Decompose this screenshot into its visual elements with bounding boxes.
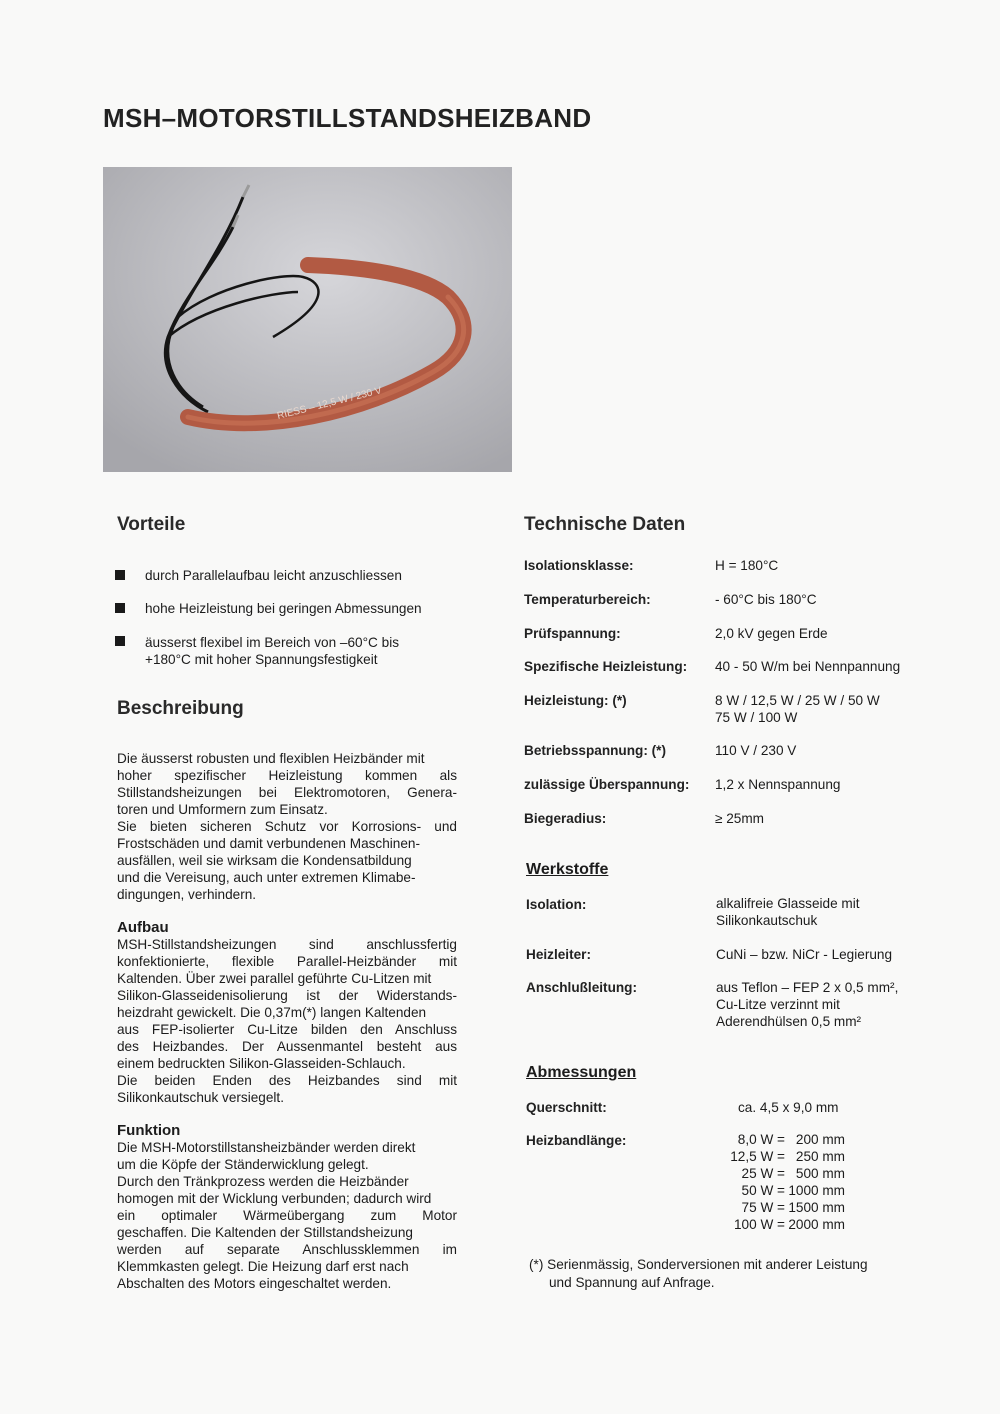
text-line: MSH-Stillstandsheizungen sind anschlussfertig <box>117 937 457 952</box>
length-row <box>705 1165 845 1182</box>
length-watt: 50 W = <box>741 1183 785 1198</box>
length-mm: 200 mm <box>795 1132 845 1147</box>
text-line: um die Köpfe der Ständerwicklung gelegt. <box>117 1157 369 1172</box>
werkstoffe-heading: Werkstoffe <box>526 861 609 878</box>
text-line: Sie bieten sicheren Schutz vor Korrosions- und <box>117 819 457 834</box>
bullet-icon <box>115 570 125 580</box>
band-print-text: RIESS – 12,5 W / 230 V <box>276 385 383 422</box>
text-line: Klemmkasten gelegt. Die Heizung darf erst nach <box>117 1259 409 1274</box>
length-mm: 250 mm <box>795 1149 845 1164</box>
spec-value: 8 W / 12,5 W / 25 W / 50 W <box>715 693 880 708</box>
text-line: und die Vereisung, auch unter extremen Klimabe- <box>117 870 416 885</box>
length-row <box>705 1131 845 1148</box>
material-value: Aderendhülsen 0,5 mm² <box>716 1014 862 1029</box>
spec-label: Isolationsklasse: <box>524 558 634 573</box>
length-mm: 500 mm <box>795 1166 845 1181</box>
material-label: Isolation: <box>526 897 587 912</box>
text-line: heizdraht gewickelt. Die 0,37m(*) langen Kaltenden <box>117 1005 427 1020</box>
text-line: Die beiden Enden des Heizbandes sind mit <box>117 1073 457 1088</box>
vorteile-item: durch Parallelaufbau leicht anzuschliessen <box>145 568 402 583</box>
spec-label: Biegeradius: <box>524 811 607 826</box>
length-watt: 25 W = <box>741 1166 785 1181</box>
text-line: aus FEP-isolierter Cu-Litze bilden den Anschluss <box>117 1022 457 1037</box>
text-line: Silikon-Glasseidenisolierung ist der Widerstands- <box>117 988 457 1003</box>
spec-value: 2,0 kV gegen Erde <box>715 626 828 641</box>
text-line: einem bedruckten Silikon-Glasseiden-Schlauch. <box>117 1056 406 1071</box>
length-table <box>705 1131 845 1233</box>
footnote: (*) Serienmässig, Sonderversionen mit anderer Leistung <box>529 1257 868 1272</box>
technische-daten-heading: Technische Daten <box>524 514 686 535</box>
length-watt: 75 W = <box>741 1200 785 1215</box>
text-line: ein optimaler Wärmeübergang zum Motor <box>117 1208 457 1223</box>
product-photo <box>103 167 512 472</box>
length-watt: 12,5 W = <box>730 1149 785 1164</box>
length-mm: 2000 mm <box>788 1217 845 1232</box>
footnote: und Spannung auf Anfrage. <box>549 1275 715 1290</box>
text-line: Frostschäden und damit verbundenen Maschinen- <box>117 836 421 851</box>
text-line: Die MSH-Motorstillstansheizbänder werden direkt <box>117 1140 416 1155</box>
spec-label: Heizleistung: (*) <box>524 693 627 708</box>
spec-value: H = 180°C <box>715 558 779 573</box>
spec-value: 75 W / 100 W <box>715 710 798 725</box>
aufbau-heading: Aufbau <box>117 919 169 936</box>
abmessungen-heading: Abmessungen <box>526 1064 637 1081</box>
spec-value: 40 - 50 W/m bei Nennpannung <box>715 659 901 674</box>
material-value: alkalifreie Glasseide mit <box>716 896 860 911</box>
vorteile-heading: Vorteile <box>117 514 186 535</box>
text-line: Kaltenden. Über zwei parallel geführte Cu-Litzen mit <box>117 971 432 986</box>
length-row <box>705 1182 845 1199</box>
beschreibung-text <box>117 750 457 903</box>
length-watt: 100 W = <box>733 1217 785 1232</box>
beschreibung-heading: Beschreibung <box>117 698 244 719</box>
material-label: Heizleiter: <box>526 947 591 962</box>
material-value: Silikonkautschuk <box>716 913 818 928</box>
text-line: homogen mit der Wicklung verbunden; dadurch wird <box>117 1191 432 1206</box>
material-value: Cu-Litze verzinnt mit <box>716 997 840 1012</box>
vorteile-item: +180°C mit hoher Spannungsfestigkeit <box>145 652 378 667</box>
text-line: ausfällen, weil sie wirksam die Kondensatbildung <box>117 853 412 868</box>
material-label: Anschlußleitung: <box>526 980 638 995</box>
bullet-icon <box>115 636 125 646</box>
text-line: werden auf separate Anschlussklemmen im <box>117 1242 457 1257</box>
spec-value: - 60°C bis 180°C <box>715 592 817 607</box>
material-value: aus Teflon – FEP 2 x 0,5 mm², <box>716 980 899 995</box>
length-row <box>705 1199 845 1216</box>
length-watt: 8,0 W = <box>737 1132 785 1147</box>
querschnitt-label: Querschnitt: <box>526 1100 607 1115</box>
spec-label: zulässige Überspannung: <box>524 777 690 792</box>
spec-label: Betriebsspannung: (*) <box>524 743 666 758</box>
length-row <box>705 1216 845 1233</box>
length-row <box>705 1148 845 1165</box>
text-line: Silikonkautschuk versiegelt. <box>117 1090 284 1105</box>
material-value: CuNi – bzw. NiCr - Legierung <box>716 947 893 962</box>
funktion-heading: Funktion <box>117 1122 181 1139</box>
querschnitt-value: ca. 4,5 x 9,0 mm <box>738 1100 839 1115</box>
text-line: konfektionierte, flexible Parallel-Heizbänder mit <box>117 954 457 969</box>
aufbau-text <box>117 936 457 1106</box>
spec-label: Prüfspannung: <box>524 626 621 641</box>
vorteile-item: hohe Heizleistung bei geringen Abmessungen <box>145 601 422 616</box>
spec-value: ≥ 25mm <box>715 811 765 826</box>
spec-value: 110 V / 230 V <box>715 743 797 758</box>
page-title: MSH–MOTORSTILLSTANDSHEIZBAND <box>103 103 592 133</box>
length-mm: 1500 mm <box>788 1200 845 1215</box>
text-line: dingungen, verhindern. <box>117 887 257 902</box>
funktion-text <box>117 1139 457 1292</box>
text-line: Die äusserst robusten und flexiblen Heizbänder mit <box>117 751 425 766</box>
bullet-icon <box>115 603 125 613</box>
text-line: des Heizbandes. Der Aussenmantel besteht aus <box>117 1039 457 1054</box>
text-line: Durch den Tränkprozess werden die Heizbänder <box>117 1174 409 1189</box>
spec-value: 1,2 x Nennspannung <box>715 777 841 792</box>
text-line: Abschalten des Motors eingeschaltet werden. <box>117 1276 392 1291</box>
text-line: toren und Umformern zum Einsatz. <box>117 802 328 817</box>
spec-label: Spezifische Heizleistung: <box>524 659 688 674</box>
length-mm: 1000 mm <box>788 1183 845 1198</box>
text-line: hoher spezifischer Heizleistung kommen als <box>117 768 457 783</box>
spec-label: Temperaturbereich: <box>524 592 651 607</box>
heizbandlaenge-label: Heizbandlänge: <box>526 1133 627 1148</box>
text-line: Stillstandsheizungen bei Elektromotoren, Genera- <box>117 785 457 800</box>
text-line: geschaffen. Die Kaltenden der Stillstandsheizung <box>117 1225 413 1240</box>
vorteile-item: äusserst flexibel im Bereich von –60°C bis <box>145 635 400 650</box>
